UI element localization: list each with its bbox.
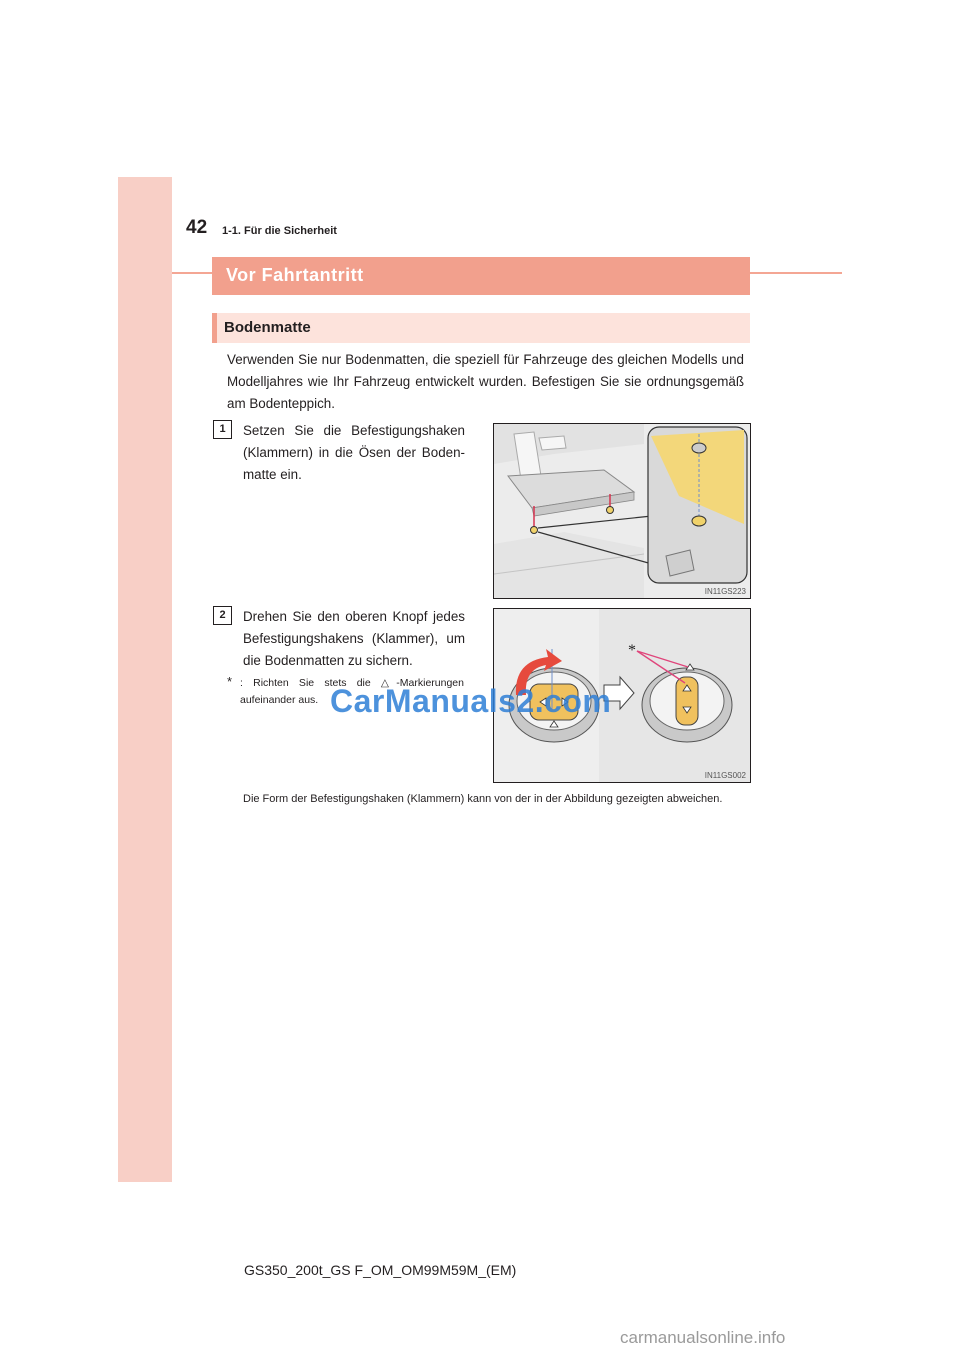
site-watermark: carmanualsonline.info	[620, 1328, 786, 1347]
figure-2-code: IN11GS002	[704, 771, 746, 780]
step-2-badge: 2	[213, 606, 232, 625]
section-header: 1-1. Für die Sicherheit	[222, 225, 337, 237]
figure-floor-mat-hooks	[493, 423, 751, 599]
watermark-logo: CarManuals2.com	[330, 683, 612, 719]
figure-1-code: IN11GS223	[704, 587, 746, 596]
note-text: : Richten Sie stets die △-Markierungen aufeinander aus.	[240, 677, 464, 706]
floor-mat-illustration	[494, 424, 750, 598]
subsection-title: Bodenmatte	[224, 319, 311, 336]
step-1-badge: 1	[213, 420, 232, 439]
step-1-text: Setzen Sie die Befestigungshaken (Klammern) in die Ösen der Boden-matte ein.	[243, 423, 465, 482]
side-tab-band	[118, 177, 172, 1182]
figure-asterisk: *	[628, 642, 636, 659]
subsection-marker	[212, 313, 217, 343]
subsection-bar	[212, 313, 750, 343]
page-number: 42	[186, 217, 208, 238]
intro-paragraph: Verwenden Sie nur Bodenmatten, die speziell für Fahrzeuge des gleichen Modells und Modelljahres wie Ihr Fahrzeug entwickelt wurden. Befestigen Sie sie ordnungsgemäß am Bodenteppich.	[227, 352, 744, 411]
document-footer: GS350_200t_GS F_OM_OM99M59M_(EM)	[244, 1262, 517, 1278]
title-bar	[212, 257, 750, 295]
figure-caption: Die Form der Befestigungshaken (Klammern) kann von der in der Abbildung gezeigten abweichen.	[243, 793, 723, 805]
note-asterisk: *	[227, 674, 233, 689]
page-title: Vor Fahrtantritt	[226, 265, 364, 285]
step-2-text: Drehen Sie den oberen Knopf jedes Befestigungshakens (Klammer), um die Bodenmatten zu sichern.	[243, 609, 465, 668]
